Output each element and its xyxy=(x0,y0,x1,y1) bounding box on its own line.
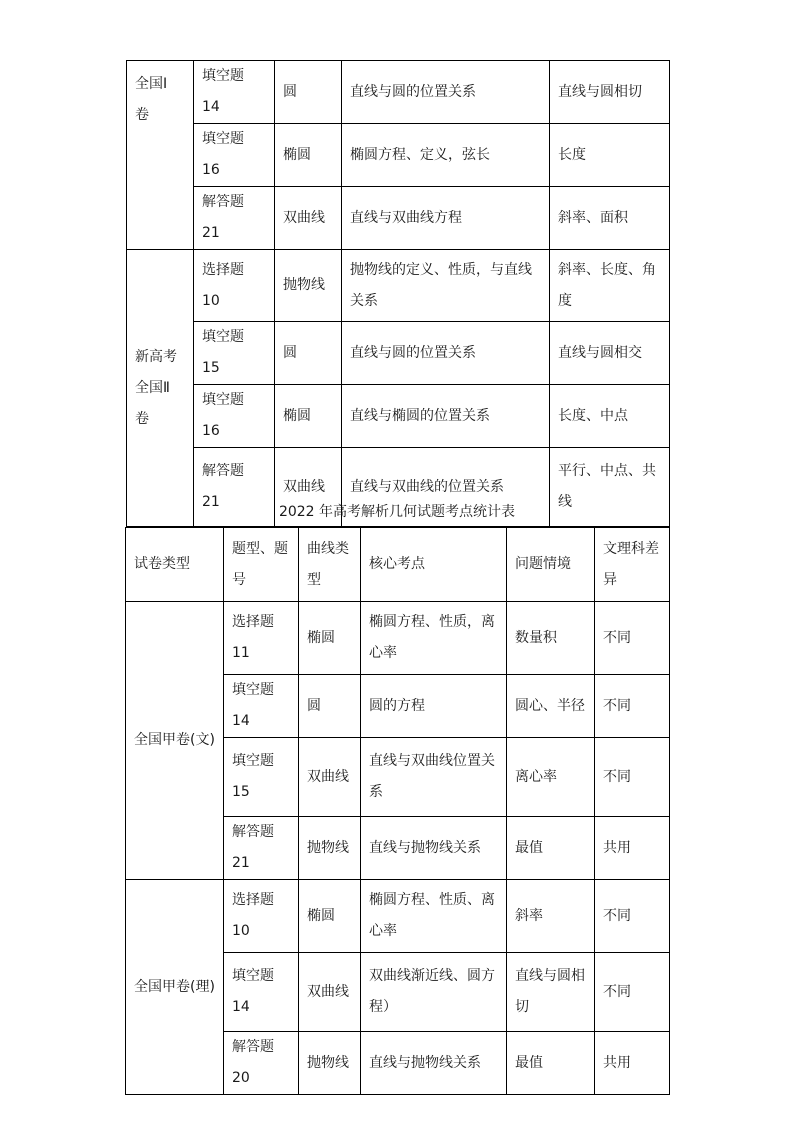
core-cell: 直线与双曲线的位置关系 xyxy=(342,448,550,527)
header-diff: 文理科差异 xyxy=(595,528,670,602)
qtype-cell: 填空题 15 xyxy=(194,322,275,385)
core-cell: 直线与抛物线关系 xyxy=(361,817,507,880)
diff-cell: 共用 xyxy=(595,1032,670,1095)
situation-cell: 斜率、长度、角度 xyxy=(550,250,670,322)
diff-cell: 不同 xyxy=(595,953,670,1032)
situation-cell: 斜率、面积 xyxy=(550,187,670,250)
qtype-cell: 填空题 16 xyxy=(194,124,275,187)
paper-type-cell: 新高考 全国Ⅱ 卷 xyxy=(127,250,194,527)
curve-cell: 双曲线 xyxy=(299,953,361,1032)
situation-cell: 长度 xyxy=(550,124,670,187)
qtype-cell: 解答题 21 xyxy=(194,187,275,250)
curve-cell: 椭圆 xyxy=(299,602,361,675)
curve-cell: 圆 xyxy=(275,61,342,124)
qtype-cell: 选择题 11 xyxy=(224,602,299,675)
core-cell: 直线与圆的位置关系 xyxy=(342,322,550,385)
table-row xyxy=(126,880,670,953)
core-cell: 直线与双曲线方程 xyxy=(342,187,550,250)
core-cell: 双曲线渐近线、圆方程） xyxy=(361,953,507,1032)
diff-cell: 共用 xyxy=(595,817,670,880)
table-row xyxy=(126,602,670,675)
table-caption: 2022 年高考解析几何试题考点统计表 xyxy=(278,504,516,520)
curve-cell: 椭圆 xyxy=(275,124,342,187)
paper-type-cell: 全国Ⅰ 卷 xyxy=(127,61,194,250)
qtype-cell: 解答题 21 xyxy=(194,448,275,527)
table-header-row xyxy=(126,528,670,602)
qtype-cell: 填空题 14 xyxy=(194,61,275,124)
curve-cell: 圆 xyxy=(299,675,361,738)
header-qtype: 题型、题号 xyxy=(224,528,299,602)
header-core: 核心考点 xyxy=(361,528,507,602)
header-situation: 问题情境 xyxy=(507,528,595,602)
situation-cell: 斜率 xyxy=(507,880,595,953)
curve-cell: 椭圆 xyxy=(275,385,342,448)
header-curve: 曲线类型 xyxy=(299,528,361,602)
qtype-cell: 填空题 14 xyxy=(224,953,299,1032)
curve-cell: 抛物线 xyxy=(299,817,361,880)
curve-cell: 圆 xyxy=(275,322,342,385)
diff-cell: 不同 xyxy=(595,675,670,738)
situation-cell: 直线与圆相交 xyxy=(550,322,670,385)
curve-cell: 椭圆 xyxy=(299,880,361,953)
table-row xyxy=(127,61,670,124)
curve-cell: 双曲线 xyxy=(275,187,342,250)
diff-cell: 不同 xyxy=(595,602,670,675)
exam-table-continued xyxy=(126,60,670,527)
core-cell: 直线与圆的位置关系 xyxy=(342,61,550,124)
situation-cell: 长度、中点 xyxy=(550,385,670,448)
curve-cell: 抛物线 xyxy=(275,250,342,322)
curve-cell: 双曲线 xyxy=(299,738,361,817)
paper-type-cell: 全国甲卷(文) xyxy=(126,602,224,880)
table-row xyxy=(127,187,670,250)
core-cell: 椭圆方程、性质、离心率 xyxy=(361,880,507,953)
situation-cell: 平行、中点、共线 xyxy=(550,448,670,527)
table-row xyxy=(127,385,670,448)
table-row xyxy=(127,322,670,385)
situation-cell: 直线与圆相切 xyxy=(507,953,595,1032)
qtype-cell: 选择题 10 xyxy=(194,250,275,322)
curve-cell: 双曲线 xyxy=(275,448,342,527)
situation-cell: 直线与圆相切 xyxy=(550,61,670,124)
table-row xyxy=(127,250,670,322)
table-row xyxy=(127,124,670,187)
situation-cell: 离心率 xyxy=(507,738,595,817)
situation-cell: 圆心、半径 xyxy=(507,675,595,738)
situation-cell: 最值 xyxy=(507,817,595,880)
core-cell: 抛物线的定义、性质，与直线关系 xyxy=(342,250,550,322)
core-cell: 直线与双曲线位置关系 xyxy=(361,738,507,817)
core-cell: 椭圆方程、定义，弦长 xyxy=(342,124,550,187)
core-cell: 直线与椭圆的位置关系 xyxy=(342,385,550,448)
paper-type-cell: 全国甲卷(理) xyxy=(126,880,224,1095)
core-cell: 椭圆方程、性质，离心率 xyxy=(361,602,507,675)
qtype-cell: 选择题 10 xyxy=(224,880,299,953)
qtype-cell: 填空题 16 xyxy=(194,385,275,448)
core-cell: 圆的方程 xyxy=(361,675,507,738)
qtype-cell: 填空题 15 xyxy=(224,738,299,817)
core-cell: 直线与抛物线关系 xyxy=(361,1032,507,1095)
qtype-cell: 解答题 20 xyxy=(224,1032,299,1095)
qtype-cell: 填空题 14 xyxy=(224,675,299,738)
exam-stats-table-2022 xyxy=(125,527,670,1095)
diff-cell: 不同 xyxy=(595,880,670,953)
qtype-cell: 解答题 21 xyxy=(224,817,299,880)
header-paper: 试卷类型 xyxy=(126,528,224,602)
situation-cell: 数量积 xyxy=(507,602,595,675)
curve-cell: 抛物线 xyxy=(299,1032,361,1095)
situation-cell: 最值 xyxy=(507,1032,595,1095)
diff-cell: 不同 xyxy=(595,738,670,817)
